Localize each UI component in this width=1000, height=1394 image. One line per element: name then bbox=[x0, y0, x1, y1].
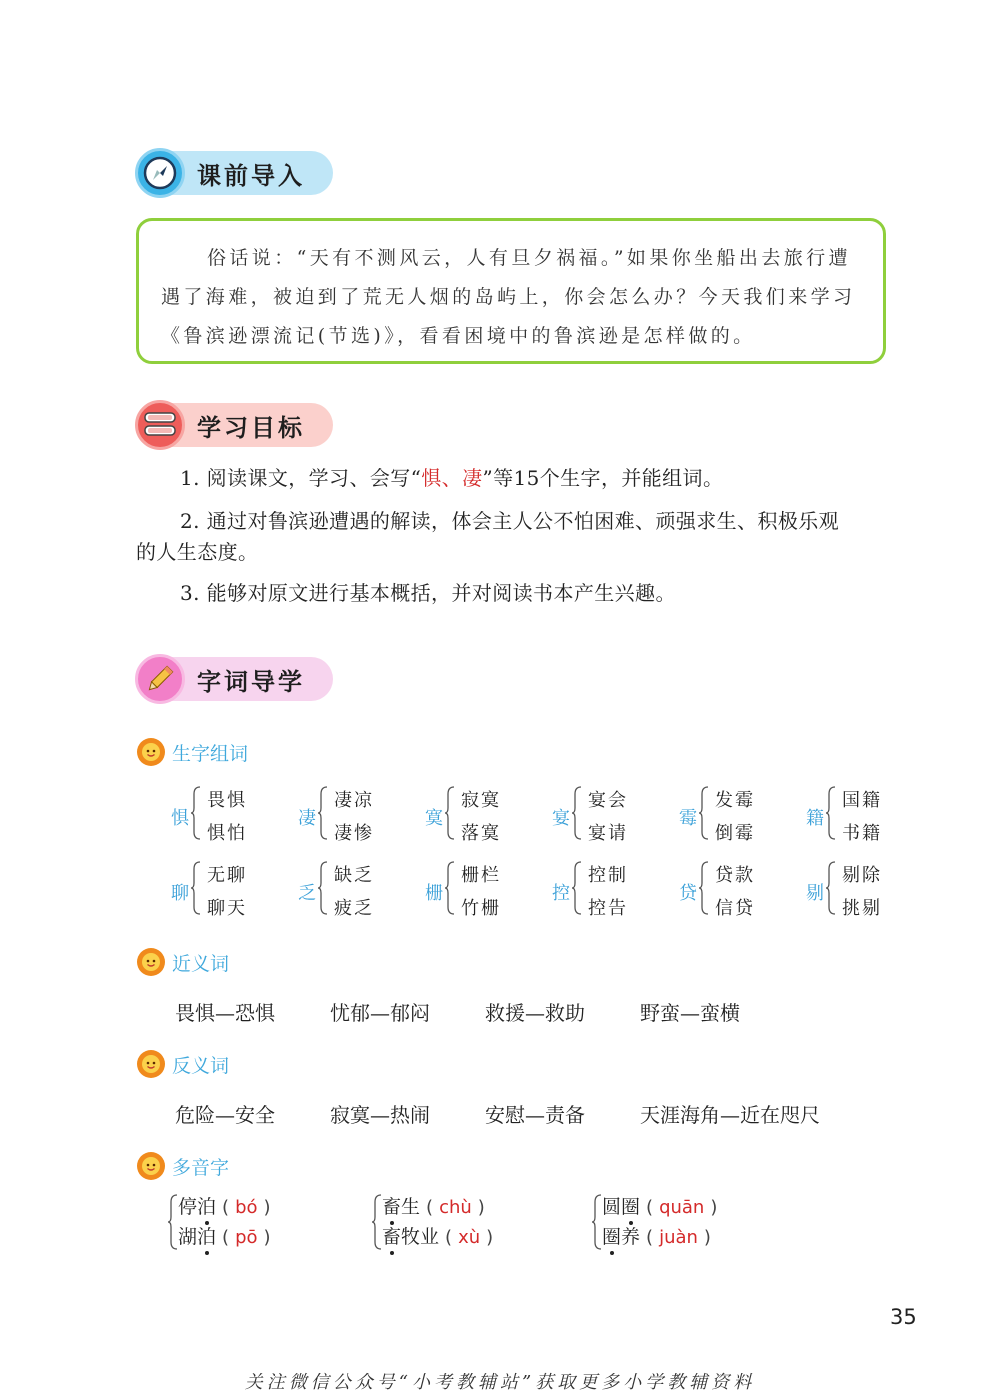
char-group-word: 凄惨 bbox=[334, 823, 374, 844]
char-group-word: 信贷 bbox=[715, 898, 755, 919]
char-group-word: 国籍 bbox=[842, 790, 882, 811]
sun-icon bbox=[136, 1049, 166, 1079]
char-group-word: 发霉 bbox=[715, 790, 755, 811]
pinyin: juàn bbox=[659, 1227, 698, 1248]
emphasis-char: 畜 bbox=[382, 1192, 401, 1219]
char-group-word: 惧怕 bbox=[207, 823, 247, 844]
section-header-goals bbox=[135, 400, 333, 450]
char-group-word: 贷款 bbox=[715, 865, 755, 886]
goal-1: 1. 阅读课文，学习、会写“惧、凄”等15个生字，并能组词。 bbox=[180, 466, 724, 490]
brace-icon bbox=[572, 786, 582, 840]
polyphone-word: 停泊 ( bó ) bbox=[178, 1192, 277, 1219]
goal-2: 2. 通过对鲁滨逊遭遇的解读，体会主人公不怕困难、顽强求生、积极乐观 bbox=[180, 509, 840, 533]
goals-list bbox=[136, 462, 892, 620]
pinyin: quān bbox=[659, 1197, 705, 1218]
char-group-word: 寂寞 bbox=[461, 790, 501, 811]
subheader-label: 近义词 bbox=[172, 952, 230, 975]
char-group-word: 无聊 bbox=[207, 865, 247, 886]
intro-box bbox=[136, 218, 886, 364]
char-group-char: 惧 bbox=[171, 808, 189, 829]
emphasis-char: 圈 bbox=[621, 1192, 640, 1219]
char-group-word: 畏惧 bbox=[207, 790, 247, 811]
brace-icon bbox=[826, 861, 836, 915]
sun-icon bbox=[136, 737, 166, 767]
brace-icon bbox=[191, 861, 201, 915]
polyphone-word: 畜牧业 ( xù ) bbox=[382, 1222, 499, 1249]
antonym-pair: 天涯海角—近在咫尺 bbox=[640, 1103, 820, 1127]
char-group-word: 剔除 bbox=[842, 865, 882, 886]
brace-icon bbox=[592, 1194, 602, 1250]
char-group-char: 宴 bbox=[552, 808, 570, 829]
synonym-pair: 忧郁—郁闷 bbox=[330, 1001, 430, 1025]
synonym-pair: 畏惧—恐惧 bbox=[175, 1001, 275, 1025]
char-group-char: 贷 bbox=[679, 883, 697, 904]
pinyin: pō bbox=[235, 1227, 258, 1248]
section-title: 字词导学 bbox=[197, 668, 305, 696]
char-group bbox=[137, 861, 247, 921]
brace-icon bbox=[445, 861, 455, 915]
char-group-char: 栅 bbox=[425, 883, 443, 904]
brace-icon bbox=[318, 786, 328, 840]
emphasis-char: 圈 bbox=[602, 1222, 621, 1249]
section-header-intro bbox=[135, 148, 333, 198]
subheader-antonyms bbox=[136, 1049, 229, 1079]
subheader-new-chars bbox=[136, 737, 248, 767]
subheader-label: 反义词 bbox=[172, 1054, 230, 1077]
char-group-word: 宴会 bbox=[588, 790, 628, 811]
polyphone-word: 湖泊 ( pō ) bbox=[178, 1222, 277, 1249]
polyphone-word: 圈养 ( juàn ) bbox=[602, 1222, 717, 1249]
char-group-word: 凄凉 bbox=[334, 790, 374, 811]
char-group bbox=[645, 786, 755, 846]
antonym-pair: 寂寞—热闹 bbox=[330, 1103, 430, 1127]
pencil-icon bbox=[135, 654, 185, 704]
emphasis-char: 泊 bbox=[197, 1222, 216, 1249]
char-group-word: 宴请 bbox=[588, 823, 628, 844]
brace-icon bbox=[572, 861, 582, 915]
synonym-pair: 野蛮—蛮横 bbox=[640, 1001, 740, 1025]
char-group-char: 剔 bbox=[806, 883, 824, 904]
char-group-word: 疲乏 bbox=[334, 898, 374, 919]
char-group-word: 栅栏 bbox=[461, 865, 501, 886]
emphasis-char: 畜 bbox=[382, 1222, 401, 1249]
char-group bbox=[264, 786, 374, 846]
page-number: 35 bbox=[890, 1305, 917, 1329]
char-group-word: 缺乏 bbox=[334, 865, 374, 886]
polyphone-word: 畜生 ( chù ) bbox=[382, 1192, 491, 1219]
char-group bbox=[137, 786, 247, 846]
char-group-word: 书籍 bbox=[842, 823, 882, 844]
char-group bbox=[772, 861, 882, 921]
books-icon bbox=[135, 400, 185, 450]
intro-text: 俗话说：“天有不测风云，人有旦夕祸福。”如果你坐船出去旅行遭遇了海难，被迫到了荒无人烟的岛屿上，你会怎么办？今天我们来学习《鲁滨逊漂流记(节选)》，看看困境中的鲁滨逊是怎样做的。 bbox=[161, 247, 856, 347]
brace-icon bbox=[699, 861, 709, 915]
brace-icon bbox=[372, 1194, 382, 1250]
subheader-synonyms bbox=[136, 947, 229, 977]
char-group-char: 霉 bbox=[679, 808, 697, 829]
char-group-word: 倒霉 bbox=[715, 823, 755, 844]
char-group bbox=[264, 861, 374, 921]
goal-3: 3. 能够对原文进行基本概括，并对阅读书本产生兴趣。 bbox=[180, 581, 676, 605]
subheader-label: 生字组词 bbox=[172, 742, 249, 765]
char-group-char: 聊 bbox=[171, 883, 189, 904]
char-group-char: 籍 bbox=[806, 808, 824, 829]
char-group bbox=[518, 861, 628, 921]
char-group bbox=[772, 786, 882, 846]
brace-icon bbox=[318, 861, 328, 915]
polyphone-word: 圆圈 ( quān ) bbox=[602, 1192, 723, 1219]
subheader-polyphones bbox=[136, 1151, 229, 1181]
section-title: 课前导入 bbox=[197, 162, 305, 190]
brace-icon bbox=[168, 1194, 178, 1250]
char-group bbox=[518, 786, 628, 846]
goal-2-cont: 的人生态度。 bbox=[136, 540, 259, 564]
synonym-pair: 救援—救助 bbox=[485, 1001, 585, 1025]
char-group bbox=[645, 861, 755, 921]
emphasis-char: 泊 bbox=[197, 1192, 216, 1219]
section-header-words bbox=[135, 654, 333, 704]
pinyin: chù bbox=[439, 1197, 472, 1218]
char-group-char: 凄 bbox=[298, 808, 316, 829]
sun-icon bbox=[136, 1151, 166, 1181]
char-group-char: 寞 bbox=[425, 808, 443, 829]
antonym-pair: 安慰—责备 bbox=[485, 1103, 585, 1127]
brace-icon bbox=[699, 786, 709, 840]
char-group-char: 乏 bbox=[298, 883, 316, 904]
sun-icon bbox=[136, 947, 166, 977]
pinyin: bó bbox=[235, 1197, 258, 1218]
footer-note: 关注微信公众号“小考教辅站”获取更多小学教辅资料 bbox=[244, 1372, 756, 1393]
brace-icon bbox=[826, 786, 836, 840]
char-group-word: 聊天 bbox=[207, 898, 247, 919]
char-group bbox=[391, 861, 501, 921]
char-group-word: 控制 bbox=[588, 865, 628, 886]
brace-icon bbox=[191, 786, 201, 840]
char-group-word: 控告 bbox=[588, 898, 628, 919]
char-group-word: 挑剔 bbox=[842, 898, 882, 919]
subheader-label: 多音字 bbox=[172, 1156, 230, 1179]
pinyin: xù bbox=[458, 1227, 481, 1248]
char-group-word: 竹栅 bbox=[461, 898, 501, 919]
section-title: 学习目标 bbox=[197, 414, 305, 442]
char-group-word: 落寞 bbox=[461, 823, 501, 844]
antonym-pair: 危险—安全 bbox=[175, 1103, 275, 1127]
char-group-char: 控 bbox=[552, 883, 570, 904]
char-group bbox=[391, 786, 501, 846]
brace-icon bbox=[445, 786, 455, 840]
compass-icon bbox=[135, 148, 185, 198]
